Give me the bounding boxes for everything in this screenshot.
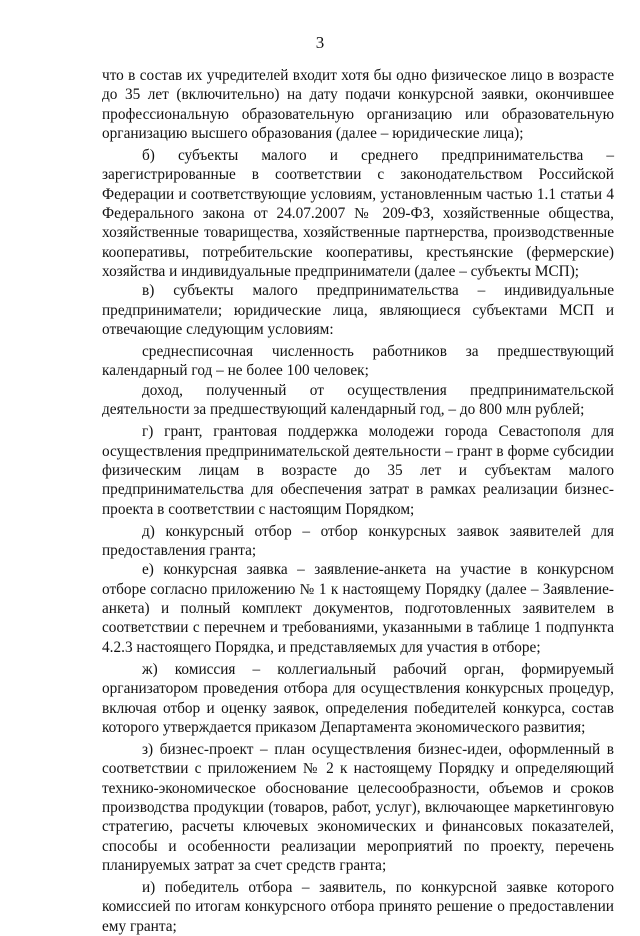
page-number: 3	[315, 33, 325, 52]
paragraph-headcount-condition: среднесписочная численность работников за предшествующий календарный год – не более 100 человек;	[102, 343, 614, 380]
document-body	[102, 66, 614, 936]
paragraph-i-winner: и) победитель отбора – заявитель, по конкурсной заявке которого комиссией по итогам конкурсного отбора принято решение о предоставлении ему гранта;	[102, 879, 614, 935]
paragraph-e-application: е) конкурсная заявка – заявление-анкета на участие в конкурсном отборе согласно приложению № 1 к настоящему Порядку (далее – Заявление-анкета) и полный комплект документов, подготовленных заявителем в соответствии с перечнем и требованиями, указанными в таблице 1 подпункта 4.2.3 настоящего Порядка, и представляемых для участия в отборе;	[102, 561, 614, 656]
paragraph-z-business-project: з) бизнес-проект – план осуществления бизнес-идеи, оформленный в соответствии с приложением № 2 к настоящему Порядку и определяющий технико-экономическое обоснование целесообразности, объемов и сроков производства продукции (товаров, работ, услуг), включающее маркетинговую стратегию, расчеты ключевых экономических и финансовых показателей, способы и особенности реализации мероприятий по проекту, перечень планируемых затрат за счет средств гранта;	[102, 741, 614, 874]
paragraph-v-small-business: в) субъекты малого предпринимательства – индивидуальные предприниматели; юридические лица, являющиеся субъектами МСП и отвечающие следующим условиям:	[102, 282, 614, 338]
paragraph-income-condition: доход, полученный от осуществления предпринимательской деятельности за предшествующий календарный год, – до 800 млн рублей;	[102, 381, 614, 419]
paragraph-d-competitive-selection: д) конкурсный отбор – отбор конкурсных заявок заявителей для предоставления гранта;	[102, 522, 614, 560]
paragraph-b-msp-subjects: б) субъекты малого и среднего предпринимательства – зарегистрированные в соответствии с законодательством Российской Федерации и соответствующие условиям, установленным частью 1.1 статьи 4 Федерального закона от 24.07.2007 № 209-ФЗ, хозяйственные общества, хозяйственные товарищества, хозяйственные партнерства, производственные кооперативы, потребительские кооперативы, крестьянские (фермерские) хозяйства и индивидуальные предприниматели (далее – субъекты МСП);	[102, 147, 614, 280]
paragraph-g-grant: г) грант, грантовая поддержка молодежи города Севастополя для осуществления предпринимательской деятельности – грант в форме субсидии физическим лицам в возрасте до 35 лет и субъектам малого предпринимательства для обеспечения затрат в рамках реализации бизнес-проекта в соответствии с настоящим Порядком;	[102, 423, 614, 518]
paragraph-zh-commission: ж) комиссия – коллегиальный рабочий орган, формируемый организатором проведения отбора для осуществления конкурсных процедур, включая отбор и оценку заявок, определения победителей конкурса, состав которого утверждается приказом Департамента экономического развития;	[102, 660, 614, 736]
paragraph-legal-entities: что в состав их учредителей входит хотя бы одно физическое лицо в возрасте до 35 лет (включительно) на дату подачи конкурсной заявки, окончившее профессиональную образовательную организацию или образовательную организацию высшего образования (далее – юридические лица);	[102, 67, 614, 142]
